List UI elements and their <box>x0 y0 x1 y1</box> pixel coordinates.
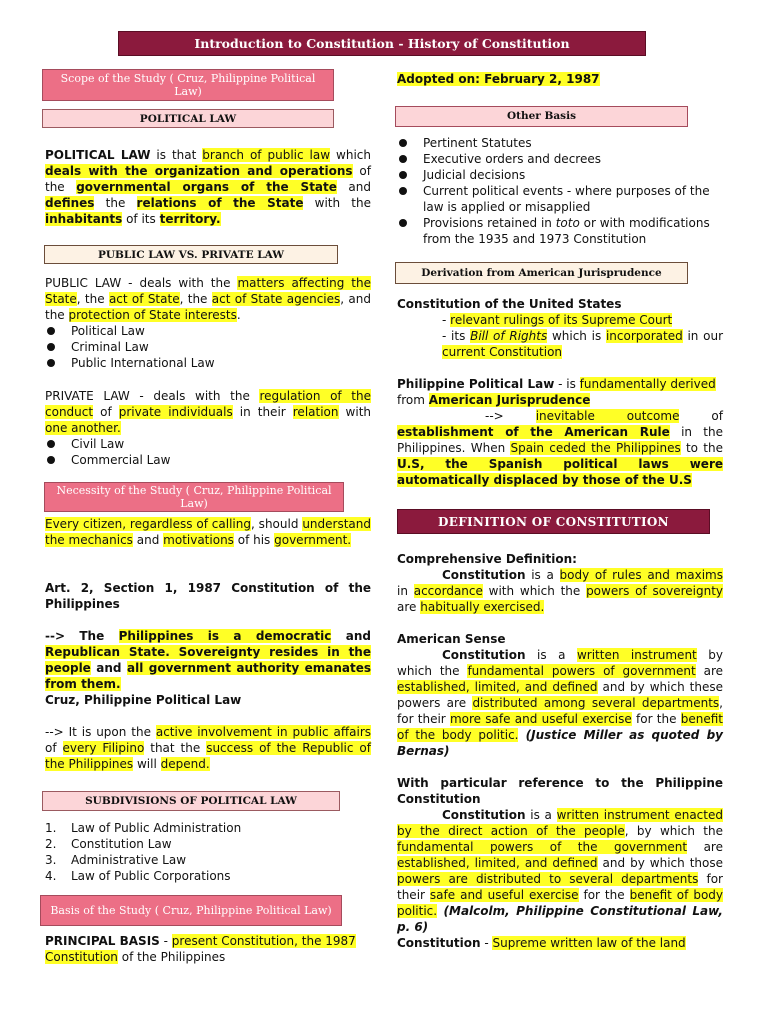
list-item: 2. Constitution Law <box>45 837 172 851</box>
bullet-icon <box>47 456 55 464</box>
scope-of-study-header: Scope of the Study ( Cruz, Philippine Political Law) <box>42 69 334 101</box>
bullet-icon <box>399 139 407 147</box>
list-item: Public International Law <box>45 355 365 371</box>
political-law-definition: POLITICAL LAW is that branch of public law which deals with the organization and operations of the governmental organs of the State and defines the relations of the State with the inhabitants of its territory. <box>45 148 371 226</box>
definition-of-constitution-header: DEFINITION OF CONSTITUTION <box>397 509 710 534</box>
us-rulings: - relevant rulings of its Supreme Court <box>442 313 673 327</box>
bullet-icon <box>399 219 407 227</box>
bullet-icon <box>399 187 407 195</box>
bullet-icon <box>399 155 407 163</box>
public-law-list <box>45 323 365 371</box>
american-sense-definition: Constitution is a written instrument by which the fundamental powers of government are established, limited, and defined and by which these powers are distributed among several departments, for their more safe and useful exercise for the benefit of the body politic. (Justice Miller as quoted by Bernas) <box>397 648 724 758</box>
list-item: Provisions retained in toto or with modifications from the 1935 and 1973 Constitution <box>397 215 723 247</box>
philippine-constitution-definition: Constitution is a written instrument enacted by the direct action of the people, by which the fundamental powers of the government are established, limited, and defined and by which those powers are distributed to several departments for their safe and useful exercise for the benefit of body politic. (Malcolm, Philippine Constitutional Law, p. 6) <box>397 808 724 934</box>
subdivisions-header: SUBDIVISIONS OF POLITICAL LAW <box>42 791 340 811</box>
private-law-list <box>45 436 365 468</box>
other-basis-header: Other Basis <box>395 106 688 127</box>
adopted-date: Adopted on: February 2, 1987 <box>397 72 600 86</box>
page-title: Introduction to Constitution - History of Constitution <box>118 31 646 56</box>
list-item: Political Law <box>45 323 365 339</box>
bullet-icon <box>47 359 55 367</box>
public-vs-private-law-header: PUBLIC LAW VS. PRIVATE LAW <box>44 245 338 264</box>
particular-reference-heading: With particular reference to the Philippine Constitution <box>397 776 723 806</box>
article-text: --> The Philippines is a democratic and Republican State. Sovereignty resides in the people and all government authority emanates from them. <box>45 629 372 691</box>
list-item: Commercial Law <box>45 452 365 468</box>
comprehensive-heading: Comprehensive Definition: <box>397 552 577 566</box>
bullet-icon <box>47 343 55 351</box>
other-basis-list <box>397 135 723 247</box>
article-heading: Art. 2, Section 1, 1987 Constitution of the Philippines <box>45 581 371 611</box>
political-law-header: POLITICAL LAW <box>42 109 334 128</box>
private-law-definition: PRIVATE LAW - deals with the regulation of the conduct of private individuals in their relation with one another. <box>45 389 372 435</box>
necessity-text: Every citizen, regardless of calling, should understand the mechanics and motivations of his government. <box>45 517 372 547</box>
list-item: 4. Law of Public Corporations <box>45 869 231 883</box>
list-item: Current political events - where purposes of the law is applied or misapplied <box>397 183 723 215</box>
public-law-definition: PUBLIC LAW - deals with the matters affecting the State, the act of State, the act of State agencies, and the protection of State interests. <box>45 276 371 322</box>
subdivisions-list <box>45 820 365 884</box>
list-item: Civil Law <box>45 436 365 452</box>
list-item: 3. Administrative Law <box>45 853 187 867</box>
american-sense-heading: American Sense <box>397 632 506 646</box>
list-item: Pertinent Statutes <box>397 135 723 151</box>
list-item: 1. Law of Public Administration <box>45 821 242 835</box>
list-item: Criminal Law <box>45 339 365 355</box>
comprehensive-definition: Constitution is a body of rules and maxims in accordance with which the powers of sovereignty are habitually exercised. <box>397 568 723 614</box>
bullet-icon <box>47 327 55 335</box>
ppl-derivation: Philippine Political Law - is fundamentally derived from American Jurisprudence <box>397 377 716 407</box>
cruz-text: --> It is upon the active involvement in public affairs of every Filipino that the success of the Republic of the Philippines will depend. <box>45 725 372 771</box>
derivation-header: Derivation from American Jurisprudence <box>395 262 688 284</box>
principal-basis: PRINCIPAL BASIS - present Constitution, the 1987 Constitution of the Philippines <box>45 934 356 964</box>
list-item: Judicial decisions <box>397 167 723 183</box>
list-item: Executive orders and decrees <box>397 151 723 167</box>
us-bill-of-rights: - its Bill of Rights which is incorporated in our current Constitution <box>442 329 724 359</box>
bullet-icon <box>47 440 55 448</box>
basis-of-study-header: Basis of the Study ( Cruz, Philippine Political Law) <box>40 895 342 926</box>
cruz-heading: Cruz, Philippine Political Law <box>45 693 242 707</box>
bullet-icon <box>399 171 407 179</box>
ppl-outcome: --> inevitable outcome of establishment of the American Rule in the Philippines. When Spain ceded the Philippines to the U.S, the Spanish political laws were automatically displaced by those of the U.S <box>397 409 723 487</box>
us-constitution-heading: Constitution of the United States <box>397 297 622 311</box>
constitution-final-definition: Constitution - Supreme written law of the land <box>397 936 686 950</box>
necessity-of-study-header: Necessity of the Study ( Cruz, Philippine Political Law) <box>44 482 344 512</box>
